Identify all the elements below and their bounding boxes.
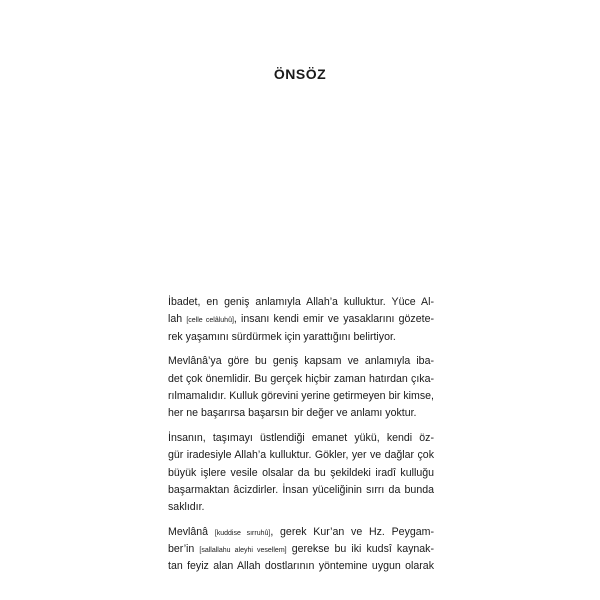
text-line [168,541,434,558]
text-run: gür iradesiyle Allah’a kulluktur. Gökler, yer ve dağlar çok [168,449,434,462]
text-line [168,482,434,499]
text-line [168,465,434,482]
text-run: Mevlânâ’ya göre bu geniş kapsam ve anlamıyla iba- [168,355,434,368]
text-run: rılmamalıdır. Kulluk görevini yerine getirmeyen bir kimse, [168,389,434,402]
paragraph [168,294,434,346]
honorific: [celle celâluhû] [186,317,234,325]
text-run: saklıdır. [168,501,205,514]
text-run: başarmaktan âcizdirler. İnsan yüceliğinin sırrı da bunda [168,483,434,496]
text-run: , gerek Kur’an ve Hz. Peygam- [270,525,435,538]
text-line [168,430,434,447]
body-text [168,294,434,583]
text-run: büyük işlere vesile olsalar da bu şekildeki iradî kulluğu [168,466,434,479]
text-line [168,294,434,311]
text-run: , insanı kendi emir ve yasaklarını gözete- [233,313,434,326]
text-run: İnsanın, taşımayı üstlendiği emanet yükü, kendi öz- [168,431,434,444]
text-run: gerekse bu iki kudsî kaynak- [286,543,434,556]
text-run: rek yaşamını sürdürmek için yarattığını belirtiyor. [168,330,396,343]
honorific: [sallallahu aleyhi vesellem] [199,547,287,555]
text-run: tan feyiz alan Allah dostlarının yöntemine uygun olarak [168,560,434,573]
text-run: her ne başarırsa başarsın bir değer ve anlamı yoktur. [168,407,417,420]
text-run: ber’in [168,543,200,556]
text-line [168,388,434,405]
honorific: [kuddise sırruhû] [214,529,271,537]
text-line [168,371,434,388]
text-run: det çok önemlidir. Bu gerçek hiçbir zaman hatırdan çıka- [168,372,434,385]
text-line [168,311,434,328]
text-line [168,405,434,422]
text-run: İbadet, en geniş anlamıyla Allah’a kulluktur. Yüce Al- [168,296,434,308]
paragraph [168,430,434,517]
text-line [168,329,434,346]
text-line [168,447,434,464]
text-line [168,499,434,516]
text-line [168,524,434,541]
text-run: lah [168,313,187,326]
page-title: ÖNSÖZ [273,66,327,82]
paragraph [168,524,434,576]
text-line [168,353,434,370]
text-run: Mevlânâ [168,525,215,538]
paragraph [168,353,434,423]
text-line [168,558,434,575]
